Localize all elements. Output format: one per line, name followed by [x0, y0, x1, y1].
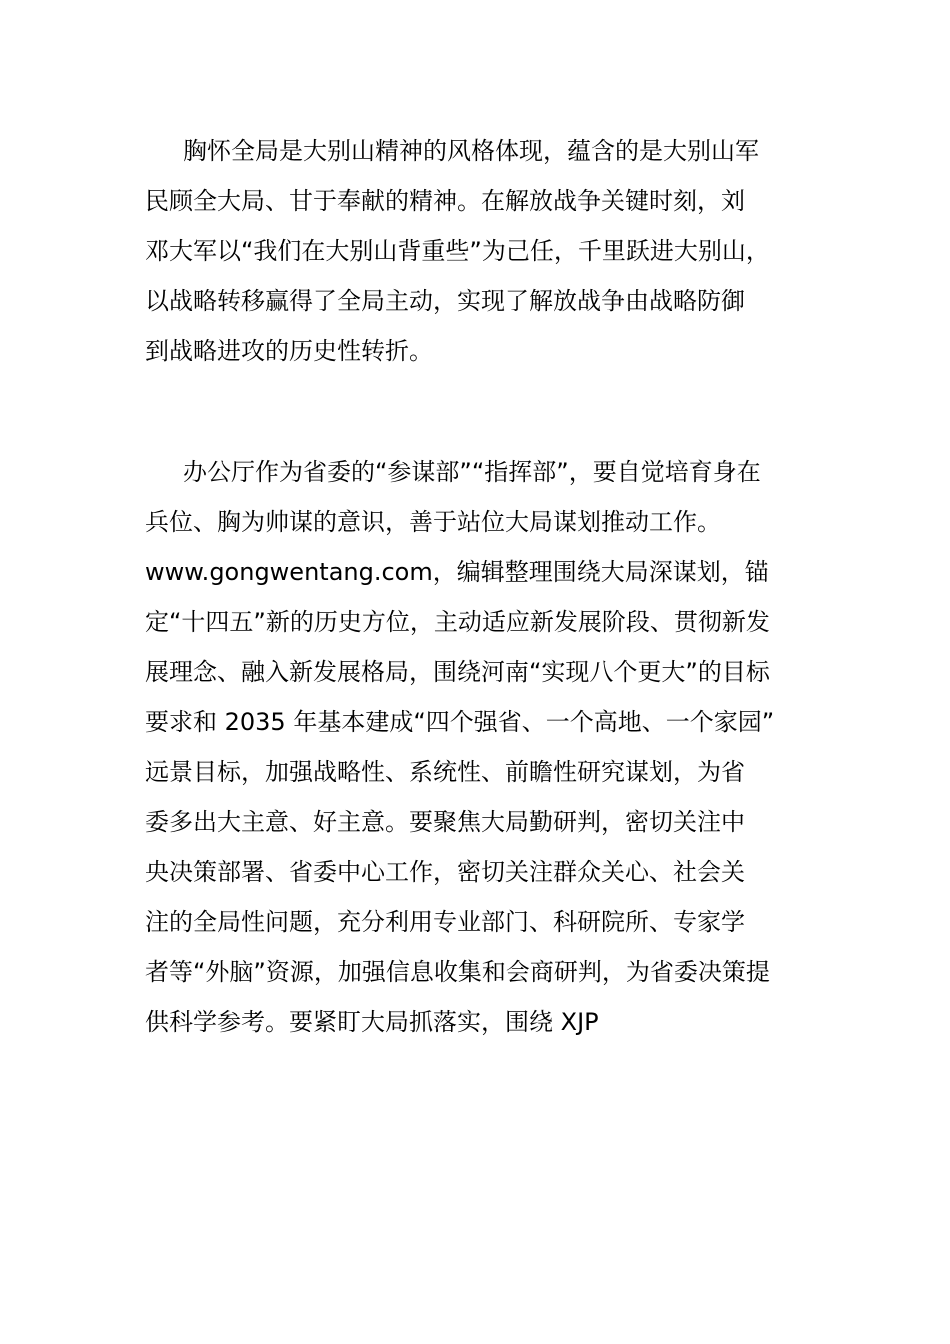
paragraph-line: 供科学参考。要紧盯大局抓落实，围绕 XJP [145, 1008, 599, 1036]
paragraph-line: 展理念、融入新发展格局，围绕河南“实现八个更大”的目标 [145, 658, 770, 686]
paragraph-line: 定“十四五”新的历史方位，主动适应新发展阶段、贯彻新发 [145, 608, 770, 636]
paragraph-line: 到战略进攻的历史性转折。 [145, 337, 433, 365]
paragraph-line: 办公厅作为省委的“参谋部”“指挥部”，要自觉培育身在 [183, 458, 761, 486]
paragraph-line: 民顾全大局、甘于奉献的精神。在解放战争关键时刻，刘 [145, 187, 745, 215]
paragraph-line: 邓大军以“我们在大别山背重些”为己任，千里跃进大别山， [145, 237, 770, 265]
paragraph-line: 以战略转移赢得了全局主动，实现了解放战争由战略防御 [145, 287, 745, 315]
paragraph-line: www.gongwentang.com，编辑整理围绕大局深谋划，锚 [145, 558, 769, 586]
paragraph-line: 兵位、胸为帅谋的意识，善于站位大局谋划推动工作。 [145, 508, 721, 536]
paragraph-line: 者等“外脑”资源，加强信息收集和会商研判，为省委决策提 [145, 958, 770, 986]
paragraph-line: 央决策部署、省委中心工作，密切关注群众关心、社会关 [145, 858, 745, 886]
paragraph-line: 委多出大主意、好主意。要聚焦大局勤研判，密切关注中 [145, 808, 745, 836]
paragraph-line: 胸怀全局是大别山精神的风格体现，蕴含的是大别山军 [183, 137, 759, 165]
paragraph-line: 远景目标，加强战略性、系统性、前瞻性研究谋划，为省 [145, 758, 745, 786]
paragraph-line: 要求和 2035 年基本建成“四个强省、一个高地、一个家园” [145, 708, 775, 736]
paragraph-line: 注的全局性问题，充分利用专业部门、科研院所、专家学 [145, 908, 745, 936]
